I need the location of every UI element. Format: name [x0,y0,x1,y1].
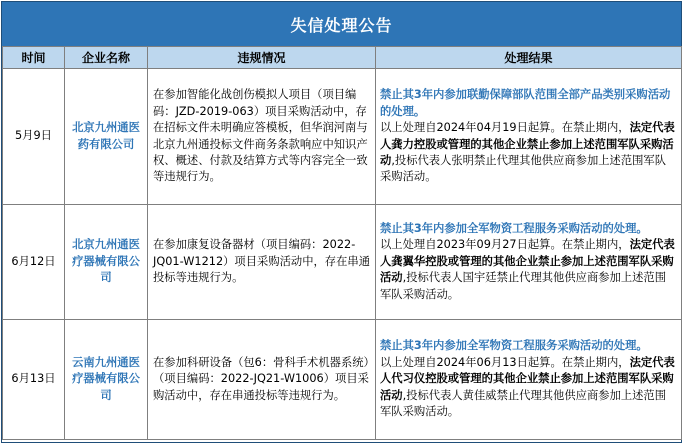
result-agent: ,投标代表人黄佳威禁止代理其他供应商参加上述范围军队采购活动。 [380,388,667,419]
notice-table [2,46,682,440]
row-company: 北京九州通医药有限公司 [65,69,148,205]
table-row [3,69,682,205]
header-result: 处理结果 [376,47,682,69]
notice-panel [1,1,682,443]
result-agent: ,投标代表人张明禁止代理其他供应商参加上述范围军队采购活动。 [380,153,667,184]
row-violation: 在参加康复设备器材（项目编码：2022-JQ01-W1212）项目采购活动中，存在串通投标等违规行为。 [148,205,376,320]
header-violation: 违规情况 [148,47,376,69]
page-title: 失信处理公告 [2,2,681,46]
result-agent: ,投标代表人国宇廷禁止代理其他供应商参加上述范围军队采购活动。 [380,271,667,301]
table-header-row [3,47,682,69]
result-start: 以上处理自2024年04月19日起算。在禁止期内， [380,121,630,135]
result-penalty: 禁止其3年内参加联勤保障部队范围全部产品类别采购活动的处理。 [380,88,671,118]
row-result [376,320,682,440]
row-violation: 在参加智能化战创伤模拟人项目（项目编码：JZD-2019-063）项目采购活动中，存在招标文件未明确应答模板，但华润河南与北京九州通投标文件商务条款响应中知识产权、概述、付款及结算方式等内容完全一致等违规行为。 [148,69,376,205]
row-violation: 在参加科研设备（包6：骨科手术机器系统）（项目编码：2022-JQ21-W1006）项目采购活动中，存在串通投标等违规行为。 [148,320,376,440]
table-row [3,205,682,320]
result-penalty: 禁止其3年内参加全军物资工程服务采购活动的处理。 [380,221,648,235]
result-penalty: 禁止其3年内参加全军物资工程服务采购活动的处理。 [380,339,648,353]
result-legal-rep: 法定代表人代习仪控股或管理的其他企业禁止参加上述范围军队采购活动 [380,355,675,402]
result-legal-rep: 法定代表人龚翼华控股或管理的其他企业禁止参加上述范围军队采购活动 [380,238,675,285]
table-row [3,320,682,440]
row-date: 6月12日 [3,205,65,320]
result-start: 以上处理自2023年09月27日起算。在禁止期内， [380,238,630,252]
row-result [376,69,682,205]
row-date: 5月9日 [3,69,65,205]
row-date: 6月13日 [3,320,65,440]
row-result [376,205,682,320]
header-date: 时间 [3,47,65,69]
result-start: 以上处理自2024年06月13日起算。在禁止期内， [380,355,630,369]
header-company: 企业名称 [65,47,148,69]
row-company: 北京九州通医疗器械有限公司 [65,205,148,320]
row-company: 云南九州通医疗器械有限公司 [65,320,148,440]
result-legal-rep: 法定代表人龚力控股或管理的其他企业禁止参加上述范围军队采购活动 [380,121,675,167]
